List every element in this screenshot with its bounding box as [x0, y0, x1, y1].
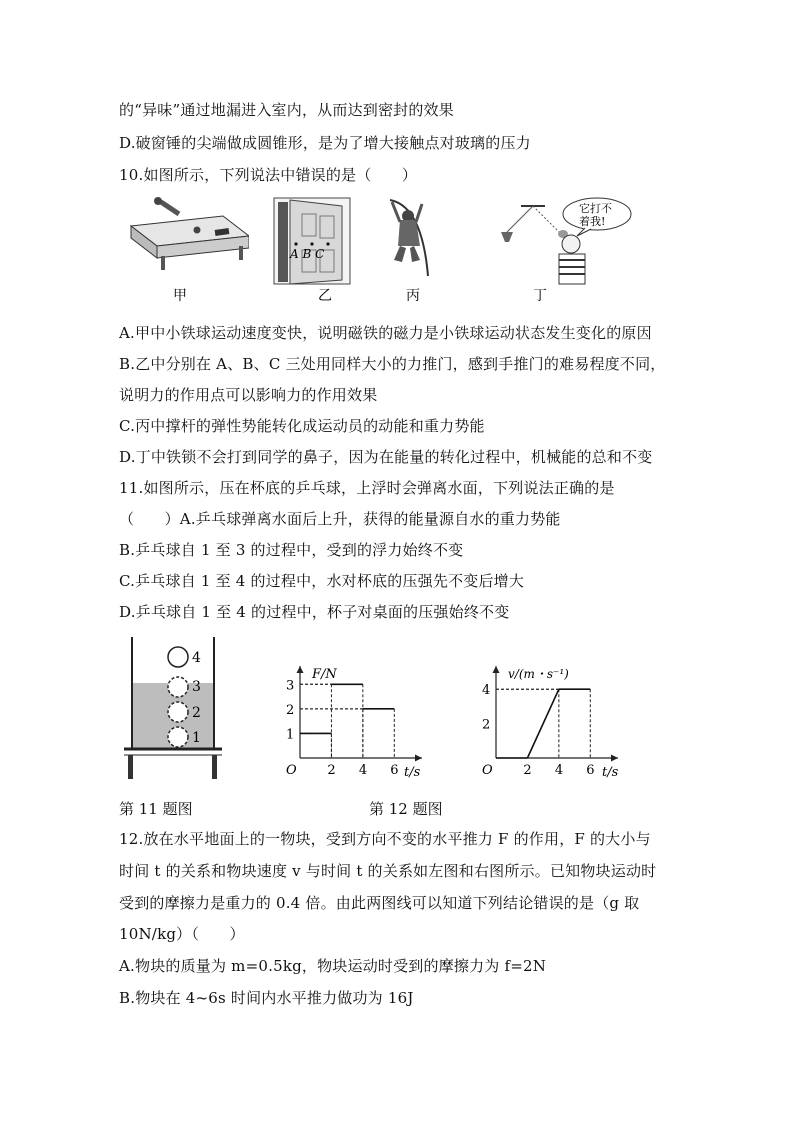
ball-label-3: 3: [192, 679, 201, 695]
x-tick-label: 2: [523, 763, 532, 778]
question-12: 12.放在水平地面上的一物块，受到方向不变的水平推力 F 的作用，F 的大小与: [119, 830, 651, 848]
q12-option-a: A.物块的质量为 m=0.5kg，物块运动时受到的摩擦力为 f=2N: [119, 957, 547, 975]
figure-bing-label: 丙: [406, 288, 420, 304]
q10-option-a: A.甲中小铁球运动速度变快，说明磁铁的磁力是小铁球运动状态发生变化的原因: [119, 324, 652, 342]
speech-line-2: 着我!: [579, 215, 606, 228]
q10-option-b: B.乙中分别在 A、B、C 三处用同样大小的力推门，感到手推门的难易程度不同，: [119, 355, 666, 373]
x-tick-label: 6: [390, 763, 399, 778]
chart-force-time: [282, 660, 432, 780]
figure-yi-label: 乙: [318, 288, 332, 304]
x-tick-label: 6: [586, 763, 595, 778]
figure-bing: [382, 196, 462, 304]
y-axis-label: v/(m・s⁻¹): [508, 667, 569, 681]
y-tick-label: 4: [482, 683, 491, 699]
x-tick-label: 2: [327, 763, 336, 778]
chart-velocity-time: [478, 660, 628, 780]
origin-label: O: [482, 763, 493, 778]
q11-option-d: D.乒乓球自 1 至 4 的过程中，杯子对桌面的压强始终不变: [119, 603, 510, 621]
q11-option-c: C.乒乓球自 1 至 4 的过程中，水对杯底的压强先不变后增大: [119, 572, 525, 590]
figure-yi: [272, 196, 352, 304]
text-line: D.破窗锤的尖端做成圆锥形，是为了增大接触点对玻璃的压力: [119, 134, 531, 152]
question-12-cont: 受到的摩擦力是重力的 0.4 倍。由此两图线可以知道下列结论错误的是（g 取: [119, 894, 640, 912]
y-tick-label: 2: [482, 717, 491, 733]
y-axis-label: F/N: [312, 667, 337, 682]
figure-ding: [487, 196, 635, 304]
x-tick-label: 4: [358, 763, 368, 778]
figure-11-caption: 第 11 题图: [119, 800, 193, 818]
figure-12-caption: 第 12 题图: [369, 800, 443, 818]
series-segment: [527, 689, 558, 758]
q10-option-b-cont: 说明力的作用点可以影响力的作用效果: [119, 386, 378, 404]
x-axis-label: t/s: [404, 765, 421, 780]
y-tick-label: 1: [286, 727, 295, 743]
text-line: 的“异味”通过地漏进入室内，从而达到密封的效果: [119, 101, 454, 119]
door-points-label: A B C: [290, 247, 325, 261]
question-12-cont: 10N/kg）（ ）: [119, 925, 245, 943]
origin-label: O: [286, 763, 297, 778]
ball-label-4: 4: [192, 650, 201, 666]
ball-label-2: 2: [192, 705, 201, 721]
question-12-cont: 时间 t 的关系和物块速度 v 与时间 t 的关系如左图和右图所示。已知物块运动时: [119, 862, 657, 880]
ball-label-1: 1: [192, 730, 201, 746]
question-10: 10.如图所示，下列说法中错误的是（ ）: [119, 166, 418, 184]
x-axis-label: t/s: [602, 765, 619, 780]
figure-jia: [127, 196, 249, 304]
figure-jia-label: 甲: [173, 288, 187, 304]
q10-option-c: C.丙中撑杆的弹性势能转化成运动员的动能和重力势能: [119, 417, 485, 435]
q11-option-a: （ ）A.乒乓球弹离水面后上升，获得的能量源自水的重力势能: [119, 510, 561, 528]
q10-figures: [127, 196, 635, 304]
q10-option-d: D.丁中铁锁不会打到同学的鼻子，因为在能量的转化过程中，机械能的总和不变: [119, 448, 653, 466]
figure-11: [120, 637, 225, 785]
y-tick-label: 2: [286, 702, 295, 718]
speech-line-1: 它打不: [579, 202, 612, 215]
y-tick-label: 3: [286, 678, 295, 694]
x-tick-label: 4: [554, 763, 564, 778]
q12-option-b: B.物块在 4~6s 时间内水平推力做功为 16J: [119, 989, 414, 1007]
figure-ding-label: 丁: [533, 288, 547, 304]
question-11: 11.如图所示，压在杯底的乒乓球，上浮时会弹离水面，下列说法正确的是: [119, 479, 615, 497]
q11-option-b: B.乒乓球自 1 至 3 的过程中，受到的浮力始终不变: [119, 541, 464, 559]
